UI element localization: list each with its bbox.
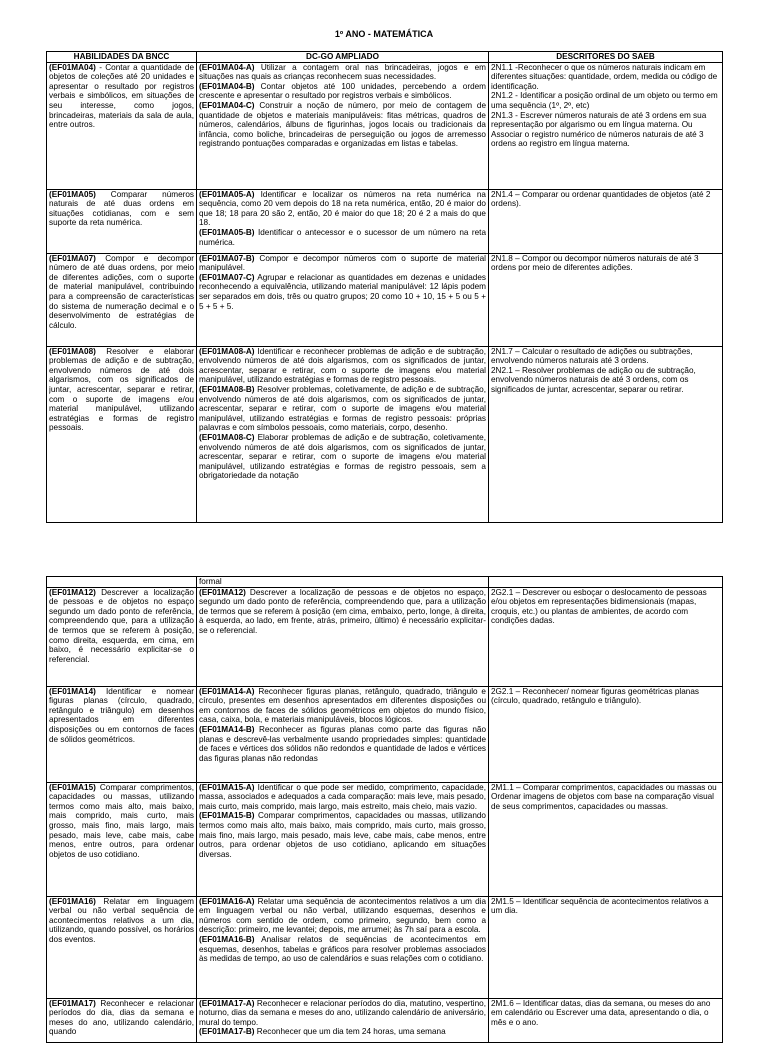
bncc-code: (EF01MA04) (49, 62, 96, 72)
dcgo-item (199, 725, 486, 763)
dcgo-description: Reconhecer figuras planas, retângulo, quadrado, triângulo e círculo, presentes em desenhos apresentados em diferentes disposições ou em contornos de faces de sólidos geométricos em objetos do mundo físico, casa, caixa, bola, e materiais manipuláveis, blocos lógicos. (199, 686, 486, 725)
dcgo-cell (197, 998, 489, 1042)
bncc-cell (47, 189, 197, 253)
dcgo-code: (EF01MA12) (199, 587, 246, 597)
dcgo-cell (197, 686, 489, 782)
table-row (47, 896, 723, 998)
dcgo-item (199, 811, 486, 859)
bncc-description: Relatar em linguagem verbal ou não verbal sequência de acontecimentos relativos a um dia, utilizando, quando possível, os horários dos eventos. (49, 896, 194, 944)
table-row (47, 782, 723, 896)
saeb-descriptors: 2G2.1 – Descrever ou esboçar o deslocamento de pessoas e/ou objetos em representações bidimensionais (mapas, croquis, etc.) ou plantas de ambientes, de acordo com condições dadas. (491, 587, 707, 626)
bncc-description: Compor e decompor número de até duas ordens, por meio de diferentes adições, com o suporte de material manipulável, contribuindo para a compreensão de características do sistema de numeração decimal e o desenvolvimento de estratégias de cálculo. (49, 253, 194, 330)
table-row (47, 587, 723, 686)
bncc-description: - Contar a quantidade de objetos de coleções até 20 unidades e apresentar o resultado por registros verbais e simbólicos, em situações de seu interesse, como jogos, brincadeiras, materiais da sala de aula, entre outros. (49, 62, 194, 130)
dcgo-description: Construir a noção de número, por meio de contagem de quantidade de objetos e materiais manipuláveis: fitas métricas, quadros de números, calendários, álbuns de figurinhas, jogos locais ou tradicionais da infância, como boliche, brincadeiras de perseguição ou jogos de arremesso registrando pontuações comparadas e organizadas em listas e tabelas. (199, 100, 486, 149)
saeb-cell (489, 998, 723, 1042)
bncc-code: (EF01MA16) (49, 896, 96, 906)
dcgo-item (199, 190, 486, 228)
dcgo-item (199, 897, 486, 935)
dcgo-description: Identificar e localizar os números na reta numérica na sequência, como 20 vem depois do 18 na reta numérica, então, 20 é maior do que 18; 18 para 20 são 2, então, 20 é maior do que 18; 20 é 2 a mais do que 18. (199, 189, 486, 228)
dcgo-item (199, 999, 486, 1028)
bncc-description: Comparar comprimentos, capacidades ou massas, utilizando termos como mais alto, mais baixo, mais comprido, mais curto, mais grosso, mais fino, mais largo, mais pesado, mais leve, cabe mais, cabe menos, entre outros, para ordenar objetos de uso cotidiano. (49, 782, 194, 859)
header-bncc: HABILIDADES DA BNCC (47, 52, 197, 63)
saeb-cell (489, 782, 723, 896)
dcgo-description: Compor e decompor números com o suporte de material manipulável. (199, 253, 486, 273)
bncc-cell (47, 62, 197, 189)
dcgo-cell (197, 253, 489, 346)
dcgo-code: (EF01MA16-A) (199, 896, 255, 906)
bncc-description: Comparar números naturais de até duas ordens em situações cotidianas, com e sem suporte da reta numérica. (49, 189, 194, 228)
bncc-cell (47, 253, 197, 346)
dcgo-cell (197, 782, 489, 896)
dcgo-description: Identificar o que pode ser medido, comprimento, capacidade, massa, associados e adequados a cada comparação: mais leve, mais pesado, mais curto, mais comprido, mais largo, mais estreito, mais cheio, mais vazio. (199, 782, 486, 811)
page-title: 1º ANO - MATEMÁTICA (334, 29, 434, 39)
bncc-code: (EF01MA12) (49, 587, 96, 597)
dcgo-item (199, 588, 486, 636)
skills-table-page-1 (46, 51, 723, 523)
bncc-cell (47, 782, 197, 896)
dcgo-description: Utilizar a contagem oral nas brincadeiras, jogos e em situações nas quais as crianças reconhecem suas necessidades. (199, 62, 486, 82)
dcgo-item (199, 63, 486, 82)
bncc-cell (47, 998, 197, 1042)
dcgo-code: (EF01MA07-C) (199, 272, 255, 282)
dcgo-description: Identificar o antecessor e o sucessor de um número na reta numérica. (199, 227, 486, 247)
bncc-code: (EF01MA14) (49, 686, 96, 696)
dcgo-item (199, 273, 486, 311)
dcgo-code: (EF01MA04-A) (199, 62, 255, 72)
dcgo-cell (197, 346, 489, 522)
dcgo-description: Reconhecer que um dia tem 24 horas, uma semana (254, 1027, 446, 1037)
dcgo-item (199, 1027, 486, 1037)
continuation-text: formal (197, 577, 489, 588)
dcgo-item (199, 101, 486, 149)
dcgo-cell (197, 896, 489, 998)
dcgo-item (199, 687, 486, 725)
dcgo-code: (EF01MA07-B) (199, 253, 255, 263)
saeb-descriptors: 2M1.1 – Comparar comprimentos, capacidades ou massas ou Ordenar imagens de objetos com base na comparação visual de seus comprimentos, capacidades ou massas. (491, 782, 717, 811)
header-dcgo: DC-GO AMPLIADO (197, 52, 489, 63)
table-row (47, 189, 723, 253)
bncc-code: (EF01MA15) (49, 782, 96, 792)
dcgo-item (199, 935, 486, 964)
saeb-cell (489, 346, 723, 522)
skills-table-page-2 (46, 576, 723, 1043)
dcgo-item (199, 82, 486, 101)
dcgo-description: Contar objetos até 100 unidades, percebendo a ordem crescente e apresentar o resultado por registros verbais e simbólicos. (199, 81, 486, 101)
dcgo-description: Analisar relatos de sequências de acontecimentos em esquemas, desenhos, tabelas e gráficos para resolver problemas associados às medidas de tempo, ao uso de calendários e suas relações com o cotidiano. (199, 934, 486, 964)
dcgo-cell (197, 587, 489, 686)
saeb-cell (489, 896, 723, 998)
saeb-descriptors: 2N1.7 – Calcular o resultado de adições ou subtrações, envolvendo números naturais até 3 ordens. 2N2.1 – Resolver problemas de adição ou de subtração, envolvendo números naturais de até 3 ordens, com os significados de juntar, acrescentar, separar ou retirar. (491, 346, 696, 394)
dcgo-description: Reconhecer e relacionar períodos do dia, matutino, vespertino, noturno, dias da semana e meses do ano, utilizando calendário de aniversário, mural do tempo. (199, 998, 486, 1027)
saeb-cell (489, 686, 723, 782)
dcgo-code: (EF01MA14-A) (199, 686, 255, 696)
saeb-descriptors: 2N1.4 – Comparar ou ordenar quantidades de objetos (até 2 ordens). (491, 189, 711, 209)
dcgo-description: Comparar comprimentos, capacidades ou massas, utilizando termos como mais alto, mais baixo, mais comprido, mais curto, mais grosso, mais fino, mais largo, mais pesado, mais leve, cabe mais, cabe menos, entre outros, para ordenar objetos de uso cotidiano, aplicando em situações diversas. (199, 811, 486, 859)
table-header-row (47, 52, 723, 63)
table-row (47, 253, 723, 346)
dcgo-item (199, 254, 486, 273)
dcgo-description: Descrever a localização de pessoas e de objetos no espaço, segundo um dado ponto de referência, compreendendo que, para a utilização de termos que se referem à posição (em cima, embaixo, perto, longe, à direita, à esquerda, ao lado, em frente, atrás, primeiro, último) é necessário explicitar-se o referencial. (199, 587, 486, 635)
bncc-description: Descrever a localização de pessoas e de objetos no espaço segundo um dado ponto de referência, compreendendo que, para a utilização de termos que se referem à posição, como direita, esquerda, em cima, em baixo, é necessário explicitar-se o referencial. (49, 587, 194, 664)
saeb-cell (489, 253, 723, 346)
header-saeb: DESCRITORES DO SAEB (489, 52, 723, 63)
dcgo-code: (EF01MA17-B) (199, 1027, 255, 1037)
dcgo-code: (EF01MA17-A) (199, 998, 255, 1008)
continuation-row (47, 577, 723, 588)
dcgo-item (199, 347, 486, 385)
saeb-descriptors: 2N1.8 – Compor ou decompor números naturais de até 3 ordens por meio de diferentes adições. (491, 253, 699, 273)
bncc-description: Resolver e elaborar problemas de adição e de subtração, envolvendo números de até dois algarismos, com os significados de juntar, acrescentar, separar e retirar, com o suporte de imagens e/ou material manipulável, utilizando estratégias e formas de registro pessoais. (49, 346, 194, 433)
bncc-cell (47, 587, 197, 686)
dcgo-description: Agrupar e relacionar as quantidades em dezenas e unidades reconhecendo a equivalência, utilizando material manipulável: 12 lápis podem ser separados em dois, três ou quatro grupos; 20 como 10 + 10, 15 + 5 ou 5 + 5 + 5 + 5. (199, 272, 486, 311)
dcgo-cell (197, 189, 489, 253)
dcgo-cell (197, 62, 489, 189)
dcgo-code: (EF01MA05-A) (199, 189, 255, 199)
dcgo-code: (EF01MA15-B) (199, 811, 255, 821)
dcgo-item (199, 433, 486, 481)
dcgo-code: (EF01MA08-C) (199, 432, 255, 442)
dcgo-item (199, 228, 486, 247)
saeb-descriptors: 2N1.1 -Reconhecer o que os números naturais indicam em diferentes situações: quantidade, ordem, medida ou código de identificação. 2N1.2 - Identificar a posição ordinal de um objeto ou termo em uma sequência (1º, 2º, etc) 2N1.3 - Escrever números naturais de até 3 ordens em sua representação por algarismo ou em língua materna. Ou Associar o registro numérico de números naturais de até 3 ordens ao registro em língua materna. (491, 62, 718, 149)
bncc-description: Reconhecer e relacionar períodos do dia, dias da semana e meses do ano, utilizando calendário, quando (49, 998, 194, 1037)
table-row (47, 62, 723, 189)
dcgo-code: (EF01MA16-B) (199, 934, 255, 944)
table-row (47, 346, 723, 522)
bncc-cell (47, 896, 197, 998)
table-row (47, 686, 723, 782)
dcgo-item (199, 783, 486, 812)
bncc-code: (EF01MA07) (49, 253, 96, 263)
saeb-descriptors: 2M1.6 – Identificar datas, dias da semana, ou meses do ano em calendário ou Escrever uma data, apresentando o dia, o mês e o ano. (491, 998, 711, 1027)
dcgo-code: (EF01MA08-B) (199, 384, 255, 394)
dcgo-code: (EF01MA04-C) (199, 100, 255, 110)
dcgo-description: Relatar uma sequência de acontecimentos relativos a um dia em linguagem verbal ou não verbal, utilizando esquemas, desenhos e números com sentido de ordem, como primeiro, segundo, bem como a descrição: primeiro, me levantei; depois, me arrumei; às 7h saí para a escola. (199, 896, 486, 935)
bncc-cell (47, 346, 197, 522)
dcgo-code: (EF01MA08-A) (199, 346, 255, 356)
saeb-cell (489, 587, 723, 686)
bncc-code: (EF01MA17) (49, 998, 96, 1008)
saeb-cell (489, 62, 723, 189)
dcgo-item (199, 385, 486, 433)
dcgo-code: (EF01MA15-A) (199, 782, 255, 792)
bncc-code: (EF01MA05) (49, 189, 96, 199)
dcgo-code: (EF01MA14-B) (199, 724, 255, 734)
dcgo-code: (EF01MA04-B) (199, 81, 255, 91)
saeb-cell (489, 189, 723, 253)
table-row (47, 998, 723, 1042)
saeb-descriptors: 2M1.5 – Identificar sequência de acontecimentos relativos a um dia. (491, 896, 709, 916)
saeb-descriptors: 2G2.1 – Reconhecer/ nomear figuras geométricas planas (círculo, quadrado, retângulo e triângulo). (491, 686, 699, 706)
dcgo-description: Reconhecer as figuras planas como parte das figuras não planas e descrevê-las verbalmente usando propriedades simples: quantidade de faces e vértices dos sólidos não redondos e quantidade de lados e vértices das figuras planas não redondas (199, 724, 486, 763)
bncc-description: Identificar e nomear figuras planas (círculo, quadrado, retângulo e triângulo) em desenhos apresentados em diferentes disposições ou em contornos de faces de sólidos geométricos. (49, 686, 194, 744)
dcgo-description: Identificar e reconhecer problemas de adição e de subtração, envolvendo números de até dois algarismos, com os significados de juntar, acrescentar, separar e retirar, com o suporte de imagens e/ou material manipulável, utilizando estratégias e formas de registro pessoais. (199, 346, 486, 385)
bncc-code: (EF01MA08) (49, 346, 96, 356)
dcgo-code: (EF01MA05-B) (199, 227, 255, 237)
dcgo-description: Resolver problemas, coletivamente, de adição e de subtração, envolvendo números de até dois algarismos, com os significados de juntar, acrescentar, separar e retirar, com o suporte de imagens e/ou material manipulável, utilizando estratégias e formas de registro pessoais: próprias palavras e com símbolos pessoais, como materiais, corpo, desenho. (199, 384, 486, 433)
dcgo-description: Elaborar problemas de adição e de subtração, coletivamente, envolvendo números de até dois algarismos, com os significados de juntar, acrescentar, separar e retirar, com o suporte de imagens e/ou material manipulável, utilizando estratégias e formas de registro pessoais, sem a obrigatoriedade da notação (199, 432, 486, 481)
bncc-cell (47, 686, 197, 782)
